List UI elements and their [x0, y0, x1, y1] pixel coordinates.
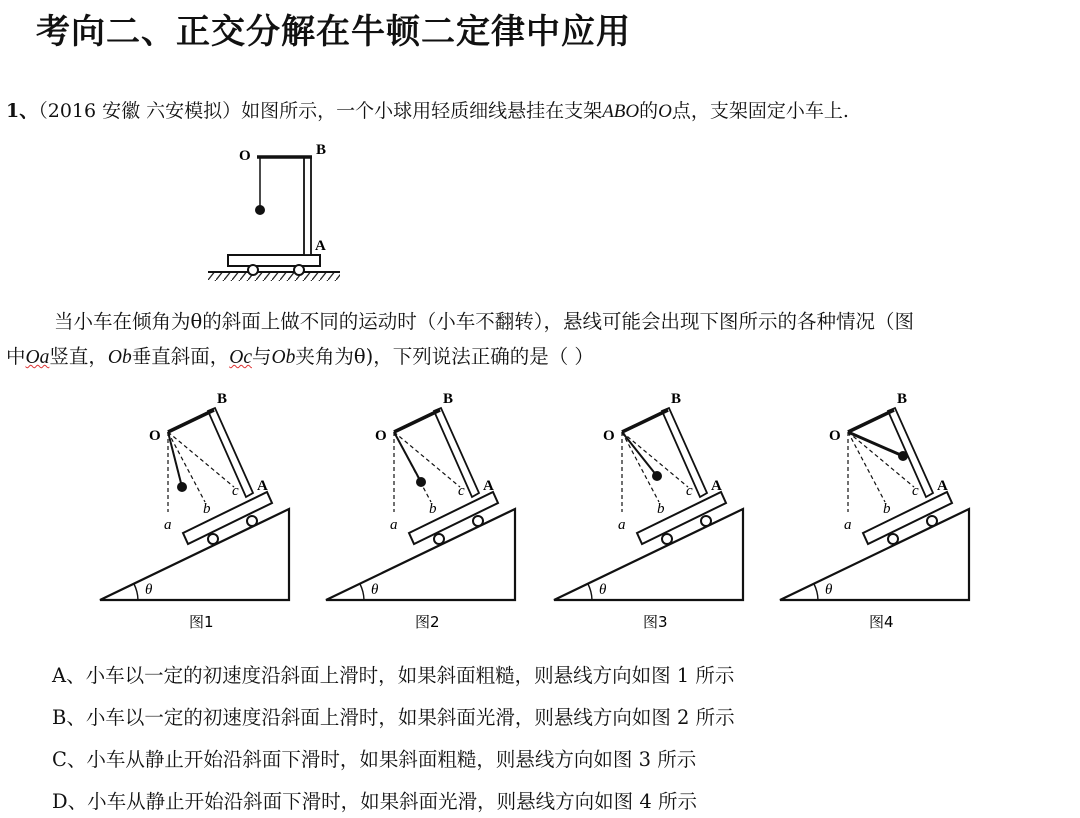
figure-2 [326, 391, 515, 631]
label-B: B [443, 391, 454, 407]
incline-triangle [100, 509, 289, 600]
ball [255, 205, 265, 215]
label-a: a [390, 517, 398, 533]
stand-arm [168, 410, 214, 432]
paragraph-1: 当小车在倾角为θ的斜面上做不同的运动时（小车不翻转），悬线可能会出现下图所示的各种情况（图 [54, 310, 914, 333]
incline-triangle [780, 509, 969, 600]
var-ob-2: Ob [271, 347, 296, 368]
label-c: c [232, 483, 239, 499]
var-oc: Oc [229, 347, 252, 368]
cart-wheel [888, 534, 898, 544]
incline-triangle [326, 509, 515, 600]
p2-t4: 与 [251, 345, 272, 368]
string [168, 432, 182, 487]
option-d: D、小车从静止开始沿斜面下滑时，如果斜面光滑，则悬线方向如图 4 所示 [52, 790, 697, 813]
string [622, 432, 657, 476]
cart-wheel [247, 516, 257, 526]
label-theta: θ [145, 582, 153, 598]
label-O: O [239, 148, 251, 164]
option-c: C、小车从静止开始沿斜面下滑时，如果斜面粗糙，则悬线方向如图 3 所示 [52, 748, 697, 771]
top-cart-figure [208, 142, 340, 281]
stand-post [208, 408, 253, 497]
ball [177, 482, 187, 492]
option-a: A、小车以一定的初速度沿斜面上滑时，如果斜面粗糙，则悬线方向如图 1 所示 [52, 664, 735, 687]
stand-arm [848, 410, 894, 432]
stand-post [304, 157, 311, 255]
cart-wheel [662, 534, 672, 544]
figure-1 [100, 391, 289, 631]
incline-figures [100, 391, 969, 631]
label-theta: θ [599, 582, 607, 598]
string [394, 432, 421, 482]
figure-caption: 图3 [643, 613, 668, 631]
label-b: b [203, 501, 211, 517]
label-B: B [217, 391, 228, 407]
var-oa: Oa [25, 347, 50, 368]
label-O: O [375, 428, 387, 444]
label-c: c [912, 483, 919, 499]
figure-4 [780, 391, 969, 631]
label-b: b [883, 501, 891, 517]
label-c: c [458, 483, 465, 499]
label-B: B [671, 391, 682, 407]
label-O: O [603, 428, 615, 444]
label-c: c [686, 483, 693, 499]
var-ob: Ob [107, 347, 132, 368]
p2-t2: 竖直， [49, 345, 108, 368]
line-ob [168, 432, 205, 502]
incline-triangle [554, 509, 743, 600]
question-source: （2016 安徽 六安模拟） [38, 100, 242, 122]
ball [416, 477, 426, 487]
var-o: O [658, 101, 672, 122]
cart-wheel [701, 516, 711, 526]
label-b: b [429, 501, 437, 517]
question-number: 1、 [6, 100, 39, 122]
label-A: A [315, 238, 326, 254]
p2-t3: 垂直斜面， [131, 345, 230, 368]
label-B: B [316, 142, 327, 158]
label-theta: θ [825, 582, 833, 598]
string [848, 432, 903, 456]
figure-caption: 图2 [415, 613, 440, 631]
ball [652, 471, 662, 481]
stand-post [662, 408, 707, 497]
label-O: O [829, 428, 841, 444]
ground-hatching [208, 272, 340, 281]
stand-post [434, 408, 479, 497]
label-a: a [844, 517, 852, 533]
p2-t1: 中 [6, 345, 26, 368]
cart-wheel [208, 534, 218, 544]
ball [898, 451, 908, 461]
line-ob [622, 432, 659, 502]
p2-t5: 夹角为θ)，下列说法正确的是（ ） [295, 345, 594, 368]
label-b: b [657, 501, 665, 517]
label-theta: θ [371, 582, 379, 598]
line-ob [848, 432, 885, 502]
label-a: a [618, 517, 626, 533]
question-text-a: 如图所示，一个小球用轻质细线悬挂在支架 [241, 100, 603, 122]
question-text-b: 的 [639, 100, 659, 122]
section-title: 考向二、正交分解在牛顿二定律中应用 [36, 12, 631, 52]
cart-wheel [473, 516, 483, 526]
label-A: A [257, 478, 268, 494]
cart-wheel [434, 534, 444, 544]
cart-body [228, 255, 320, 266]
label-A: A [711, 478, 722, 494]
figure-caption: 图1 [189, 613, 214, 631]
cart-wheel [927, 516, 937, 526]
option-b: B、小车以一定的初速度沿斜面上滑时，如果斜面光滑，则悬线方向如图 2 所示 [52, 706, 735, 729]
cart-wheel [294, 265, 304, 275]
label-a: a [164, 517, 172, 533]
var-abo: ABO [602, 101, 640, 122]
figure-caption: 图4 [869, 613, 894, 631]
question-text-c: 点，支架固定小车上. [671, 100, 849, 122]
label-A: A [937, 478, 948, 494]
label-A: A [483, 478, 494, 494]
stand-arm [622, 410, 668, 432]
figure-3 [554, 391, 743, 631]
cart-wheel [248, 265, 258, 275]
stand-arm [394, 410, 440, 432]
label-O: O [149, 428, 161, 444]
label-B: B [897, 391, 908, 407]
